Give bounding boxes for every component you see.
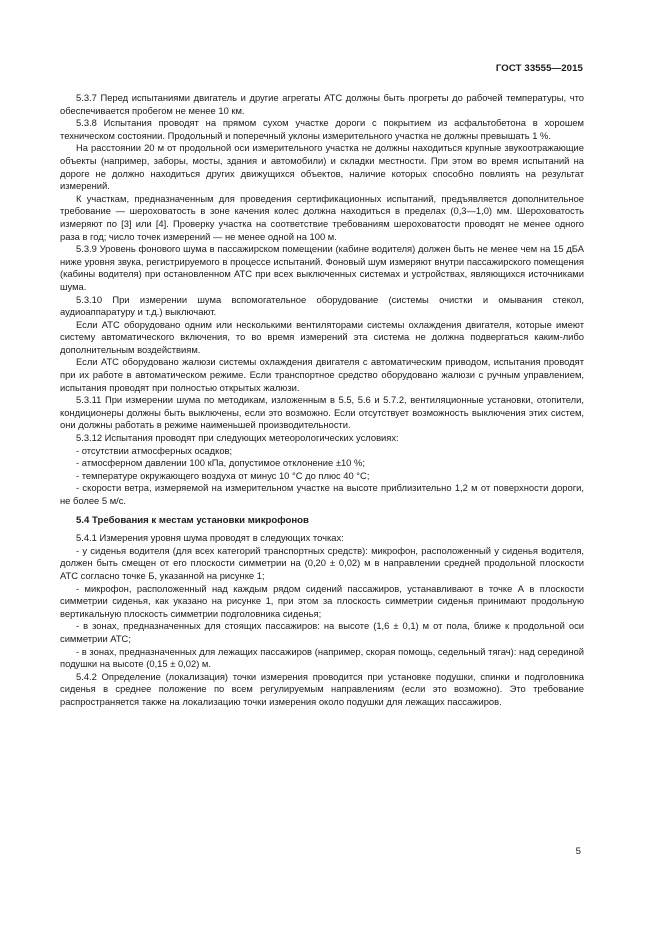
list-item-lying-passengers: - в зонах, предназначенных для лежащих пассажиров (например, скорая помощь, седельный тягач): над серединой подушки на высоте (0,15 ± 0,02) м. xyxy=(60,645,584,670)
list-item-passenger-rows: - микрофон, расположенный над каждым рядом сидений пассажиров, устанавливают в точке А в плоскости симметрии сиденья, как указано на рисунке 1, при этом за плоскость симметрии сиденья принимают продольную вертикальную плоскость симметрии подголовника сиденья; xyxy=(60,582,584,619)
list-item-temperature: - температуре окружающего воздуха от минус 10 °С до плюс 40 °С; xyxy=(76,469,370,481)
paragraph-fan-system: Если АТС оборудовано одним или несколькими вентиляторами системы охлаждения двигателя, которые имеют систему автоматического включения, то во время измерений эта система не должна подвергаться каким-либо дополнительным воздействиям. xyxy=(60,318,584,355)
paragraph-shutters: Если АТС оборудовано жалюзи системы охлаждения двигателя с автоматическим приводом, испытания проводят при их работе в автоматическом режиме. Если транспортное средство оборудовано жалюзи с ручным управлением, испытания проводят при полностью открытых жалюзи. xyxy=(60,356,584,393)
paragraph-5-4-1: 5.4.1 Измерения уровня шума проводят в следующих точках: xyxy=(76,532,344,544)
paragraph-5-3-7: 5.3.7 Перед испытаниями двигатель и другие агрегаты АТС должны быть прогреты до рабочей температуры, что обеспечивается пробегом не менее 10 км. xyxy=(60,92,584,116)
list-item-pressure: - атмосферном давлении 100 кПа, допустимое отклонение ±10 %; xyxy=(76,457,365,469)
document-body xyxy=(60,92,584,709)
paragraph-5-3-10: 5.3.10 При измерении шума вспомогательное оборудование (системы очистки и омывания стекол, аудиоаппаратуру и т.д.) выключают. xyxy=(60,293,584,318)
section-title-5-4: 5.4 Требования к местам установки микрофонов xyxy=(76,514,309,526)
paragraph-roughness-requirement: К участкам, предназначенным для проведения сертификационных испытаний, предъявляется дополнительное требование — шероховатость в зоне качения колес должна находиться в пределах (0,3—1,0) мм. Шероховатость измеряют по [3] или [4]. Проверку участка на соответствие требованиям шероховатости проводят не менее одного раза в год; число точек измерений — не менее одной на 100 м. xyxy=(60,192,584,242)
list-item-wind-speed: - скорости ветра, измеряемой на измерительном участке на высоте приблизительно 1,2 м от поверхности дороги, не более 5 м/с. xyxy=(60,482,584,506)
paragraph-5-3-9: 5.3.9 Уровень фонового шума в пассажирском помещении (кабине водителя) должен быть не менее чем на 15 дБА ниже уровня звука, регистрируемого в процессе испытаний. Фоновый шум измеряют внутри пассажирского помещения (кабины водителя) при остановленном АТС при всех выключенных системах и устройствах, являющихся источниками шума. xyxy=(60,243,584,292)
paragraph-5-4-2: 5.4.2 Определение (локализация) точки измерения проводится при установке подушки, спинки и подголовника сиденья в среднее положение по всем регулируемым направлениям (если это возможно). Это требование распространяется также на локализацию точки измерения около подушки для лежащих пассажиров. xyxy=(60,670,584,707)
paragraph-5-3-12: 5.3.12 Испытания проводят при следующих метеорологических условиях: xyxy=(76,432,399,444)
list-item-standing-passengers: - в зонах, предназначенных для стоящих пассажиров: на высоте (1,6 ± 0,1) м от пола, ближе к продольной оси симметрии АТС; xyxy=(60,620,584,644)
list-item-driver-seat: - у сиденья водителя (для всех категорий транспортных средств): микрофон, расположенный у сиденья водителя, должен быть смещен от его плоскости симметрии на (0,20 ± 0,02) м в направлении средней продольной плоскости АТС согласно точке Б, указанной на рисунке 1; xyxy=(60,544,584,581)
paragraph-5-3-11: 5.3.11 При измерении шума по методикам, изложенным в 5.5, 5.6 и 5.7.2, вентиляционные установки, отопители, кондиционеры должны быть выключены, если это возможно. Если отсутствует возможность выключения этих систем, они должны работать в режиме наименьшей производительности. xyxy=(60,394,584,431)
list-item-precipitation: - отсутствии атмосферных осадков; xyxy=(76,444,233,456)
paragraph-distance-requirement: На расстоянии 20 м от продольной оси измерительного участка не должны находиться крупные звукоотражающие объекты (например, заборы, мосты, здания и автомобили) и складки местности. При этом во время испытаний на дороге не должно находиться других движущихся объектов, наличие которых способно повлиять на результат измерений. xyxy=(60,142,584,192)
paragraph-5-3-8: 5.3.8 Испытания проводят на прямом сухом участке дороги с покрытием из асфальтобетона в хорошем техническом состоянии. Продольный и поперечный уклоны измерительного участка не должны превышать 1 %. xyxy=(60,117,584,141)
document-code: ГОСТ 33555—2015 xyxy=(495,63,583,74)
page-number: 5 xyxy=(575,846,581,857)
